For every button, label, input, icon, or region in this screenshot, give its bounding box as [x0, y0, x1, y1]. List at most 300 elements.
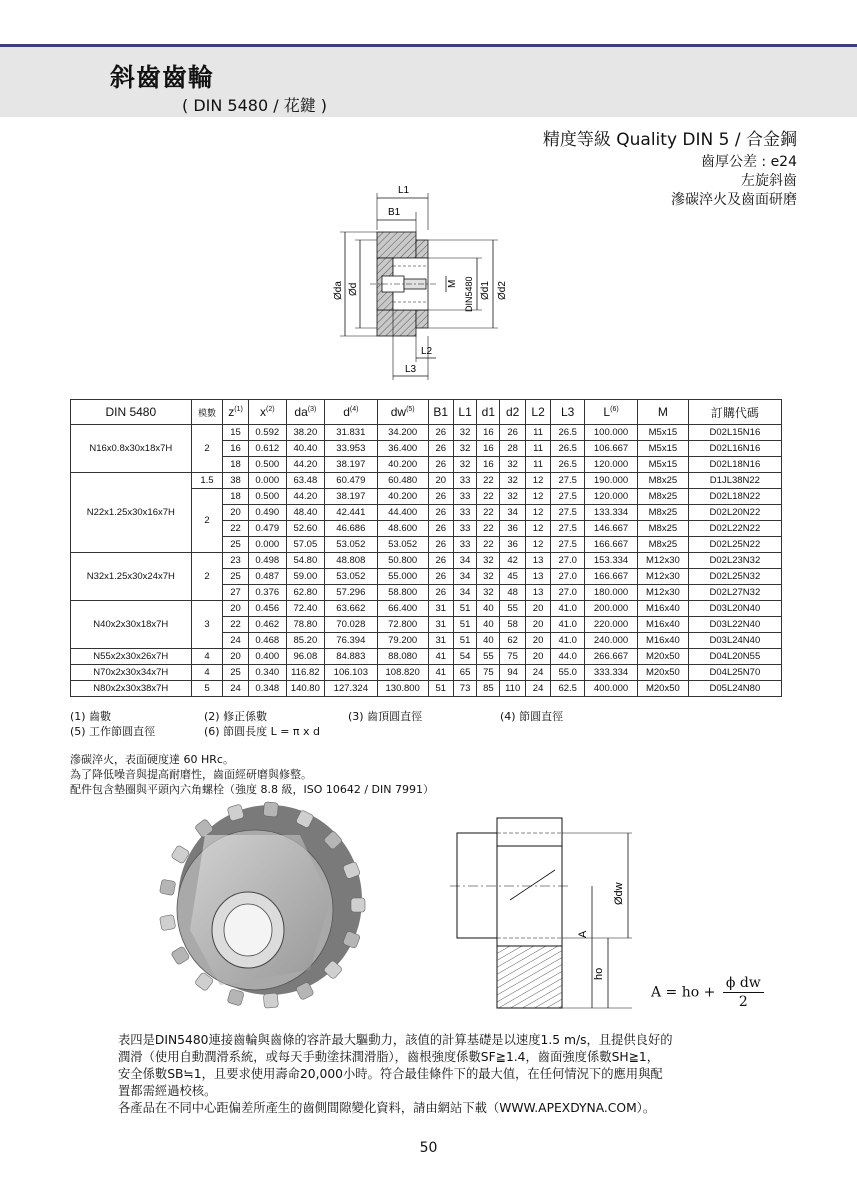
din-cell: N55x2x30x26x7H [71, 649, 192, 665]
table-cell: 27.5 [551, 473, 585, 489]
table-cell: M12x30 [638, 585, 689, 601]
note-6: (6) 節圓長度 L = π x d [204, 725, 321, 738]
table-cell: 12 [525, 537, 550, 553]
note-5: (5) 工作節圓直徑 [70, 725, 156, 738]
table-cell: 46.686 [324, 521, 377, 537]
table-cell: 63.48 [286, 473, 324, 489]
module-cell: 4 [191, 665, 223, 681]
table-cell: 72.800 [377, 617, 428, 633]
table-cell: 51 [453, 633, 476, 649]
treatment-line-2: 為了降低噪音與提高耐磨性，齒面經研磨與修整。 [70, 768, 312, 781]
table-cell: 55 [500, 601, 525, 617]
table-cell: 25 [223, 537, 248, 553]
description-paragraph [118, 1032, 748, 1117]
table-cell: 24 [525, 665, 550, 681]
table-cell: 33 [453, 489, 476, 505]
page-number: 50 [419, 1140, 438, 1156]
table-cell: 70.028 [324, 617, 377, 633]
table-cell: 120.000 [585, 457, 638, 473]
treatment-line: 滲碳淬火及齒面研磨 [671, 192, 797, 208]
table-cell: 41.0 [551, 601, 585, 617]
table-cell: 45 [500, 569, 525, 585]
table-cell: 78.80 [286, 617, 324, 633]
din-cell: N16x0.8x30x18x7H [71, 425, 192, 473]
table-cell: 32 [500, 489, 525, 505]
table-cell: 23 [223, 553, 248, 569]
table-cell: 59.00 [286, 569, 324, 585]
table-cell: 20 [525, 649, 550, 665]
table-cell: 38.20 [286, 425, 324, 441]
table-cell: 38.197 [324, 457, 377, 473]
din-cell: N32x1.25x30x24x7H [71, 553, 192, 601]
tolerance-line: 齒厚公差 : e24 [700, 154, 797, 170]
table-cell: D02L18N22 [688, 489, 781, 505]
label-A: A [577, 930, 589, 938]
table-cell: 0.000 [248, 473, 286, 489]
table-cell: 32 [477, 585, 500, 601]
table-cell: D03L22N40 [688, 617, 781, 633]
table-cell: 96.08 [286, 649, 324, 665]
table-cell: 34.200 [377, 425, 428, 441]
table-cell: 33 [453, 505, 476, 521]
formula [651, 975, 764, 1010]
table-cell: 0.487 [248, 569, 286, 585]
table-cell: 116.82 [286, 665, 324, 681]
table-cell: M5x15 [638, 441, 689, 457]
table-cell: 25 [223, 569, 248, 585]
table-cell: D02L23N32 [688, 553, 781, 569]
table-cell: 0.400 [248, 649, 286, 665]
table-cell: 200.000 [585, 601, 638, 617]
table-cell: 13 [525, 553, 550, 569]
table-cell: 27 [223, 585, 248, 601]
table-cell: 48.600 [377, 521, 428, 537]
table-cell: 50.800 [377, 553, 428, 569]
table-cell: 0.500 [248, 457, 286, 473]
label-B1: B1 [388, 207, 401, 218]
table-cell: 36 [500, 537, 525, 553]
table-cell: 26 [428, 505, 453, 521]
table-cell: 44.400 [377, 505, 428, 521]
table-cell: 57.296 [324, 585, 377, 601]
table-header-cell: $d^{(4)}$ [324, 400, 377, 425]
table-header-cell: 模數 [191, 400, 223, 425]
spec-table [70, 399, 782, 697]
table-cell: M8x25 [638, 537, 689, 553]
table-cell: 12 [525, 505, 550, 521]
table-cell: 16 [477, 425, 500, 441]
table-cell: 13 [525, 569, 550, 585]
table-cell: 32 [453, 425, 476, 441]
page-subtitle: ( DIN 5480 / 花鍵 ) [182, 96, 328, 115]
table-cell: D02L16N16 [688, 441, 781, 457]
gear-tooth [263, 802, 278, 817]
table-cell: 20 [223, 649, 248, 665]
table-cell: 60.479 [324, 473, 377, 489]
module-cell: 1.5 [191, 473, 223, 489]
table-cell: 51 [453, 601, 476, 617]
table-cell: D02L18N16 [688, 457, 781, 473]
module-cell: 3 [191, 601, 223, 649]
table-cell: D03L24N40 [688, 633, 781, 649]
table-cell: D04L20N55 [688, 649, 781, 665]
table-cell: 31.831 [324, 425, 377, 441]
table-cell: 0.490 [248, 505, 286, 521]
table-cell: M8x25 [638, 505, 689, 521]
table-cell: 58 [500, 617, 525, 633]
table-cell: M5x15 [638, 457, 689, 473]
table-cell: 11 [525, 425, 550, 441]
table-cell: 53.052 [324, 569, 377, 585]
table-cell: 0.468 [248, 633, 286, 649]
table-cell: 130.800 [377, 681, 428, 697]
label-L2: L2 [421, 346, 433, 357]
table-cell: 32 [453, 457, 476, 473]
table-cell: 31 [428, 633, 453, 649]
table-cell: 180.000 [585, 585, 638, 601]
gear-section-drawing [333, 185, 508, 380]
din-cell: N40x2x30x18x7H [71, 601, 192, 649]
table-cell: 54.80 [286, 553, 324, 569]
table-cell: D03L20N40 [688, 601, 781, 617]
table-cell: 57.05 [286, 537, 324, 553]
table-cell: 146.667 [585, 521, 638, 537]
table-cell: 16 [223, 441, 248, 457]
table-cell: 22 [477, 537, 500, 553]
table-cell: 40.200 [377, 489, 428, 505]
table-cell: M8x25 [638, 473, 689, 489]
table-cell: 41.0 [551, 633, 585, 649]
table-cell: 85.20 [286, 633, 324, 649]
table-cell: 65 [453, 665, 476, 681]
table-cell: 20 [223, 601, 248, 617]
table-cell: 0.498 [248, 553, 286, 569]
label-d2: Ød2 [497, 281, 508, 300]
table-cell: 62.80 [286, 585, 324, 601]
table-cell: D04L25N70 [688, 665, 781, 681]
table-cell: 62 [500, 633, 525, 649]
label-da: Øda [333, 281, 344, 300]
table-cell: 0.462 [248, 617, 286, 633]
table-cell: 53.052 [324, 537, 377, 553]
table-cell: 58.800 [377, 585, 428, 601]
table-cell: 166.667 [585, 569, 638, 585]
table-cell: 16 [477, 441, 500, 457]
table-cell: D02L27N32 [688, 585, 781, 601]
table-cell: 220.000 [585, 617, 638, 633]
helical-gear-illustration [159, 802, 365, 1008]
table-cell: 16 [477, 457, 500, 473]
table-cell: 85 [477, 681, 500, 697]
table-cell: 79.200 [377, 633, 428, 649]
table-cell: 48.40 [286, 505, 324, 521]
treatment-line-3: 配件包含墊圈與平頭內六角螺栓（強度 8.8 級，ISO 10642 / DIN 7991） [70, 783, 434, 796]
note-1: (1) 齒數 [70, 710, 112, 723]
table-cell: 40.200 [377, 457, 428, 473]
table-cell: 106.667 [585, 441, 638, 457]
table-cell: 62.5 [551, 681, 585, 697]
table-row [71, 601, 782, 617]
table-header-cell: DIN 5480 [71, 400, 192, 425]
table-cell: 32 [477, 553, 500, 569]
table-cell: 54 [453, 649, 476, 665]
table-cell: 40 [477, 617, 500, 633]
table-cell: 72.40 [286, 601, 324, 617]
note-3: (3) 齒頂圓直徑 [348, 710, 423, 723]
table-header-cell: L1 [453, 400, 476, 425]
helix-line: 左旋斜齒 [741, 173, 797, 189]
module-cell: 2 [191, 553, 223, 601]
table-cell: 26.5 [551, 425, 585, 441]
table-cell: 52.60 [286, 521, 324, 537]
table-header-cell: d2 [500, 400, 525, 425]
formula-denominator: 2 [738, 994, 748, 1010]
table-cell: 27.5 [551, 537, 585, 553]
table-cell: 63.662 [324, 601, 377, 617]
table-cell: 75 [477, 665, 500, 681]
table-cell: M8x25 [638, 489, 689, 505]
table-cell: 26 [428, 441, 453, 457]
table-cell: 34 [453, 569, 476, 585]
table-cell: 34 [500, 505, 525, 521]
table-cell: 12 [525, 521, 550, 537]
table-cell: 40 [477, 601, 500, 617]
desc-line-2: 潤滑（使用自動潤滑系統，或每天手動塗抹潤滑脂），齒根強度係數SF≧1.4，齒面強度係數SH≧1， [118, 1050, 660, 1064]
table-cell: D02L25N22 [688, 537, 781, 553]
label-d: Ød [348, 282, 359, 296]
table-cell: 26.5 [551, 441, 585, 457]
desc-line-1: 表四是DIN5480連接齒輪與齒條的容許最大驅動力，該值的計算基礎是以速度1.5 m/s，且提供良好的 [118, 1033, 673, 1047]
table-cell: 25 [223, 665, 248, 681]
table-cell: 48.808 [324, 553, 377, 569]
gear-tooth [227, 989, 244, 1006]
table-cell: 38.197 [324, 489, 377, 505]
treatment-line-1: 滲碳淬火，表面硬度達 60 HRc。 [70, 753, 234, 766]
formula-left: A = ho + [651, 984, 716, 1001]
table-cell: 55 [477, 649, 500, 665]
table-cell: 48 [500, 585, 525, 601]
table-header-cell: $dw^{(5)}$ [377, 400, 428, 425]
table-header-cell: d1 [477, 400, 500, 425]
table-header-cell: B1 [428, 400, 453, 425]
table-cell: 84.883 [324, 649, 377, 665]
table-cell: 51 [428, 681, 453, 697]
desc-line-3: 安全係數SB≒1，且要求使用壽命20,000小時。符合最佳條件下的最大值，在任何情況下的應用與配 [118, 1067, 663, 1081]
table-cell: 27.0 [551, 553, 585, 569]
desc-line-4: 置都需經過校核。 [118, 1084, 217, 1098]
desc-line-5: 各產品在不同中心距偏差所產生的齒側間隙變化資料，請由網站下載（WWW.APEXDYNA.COM）。 [118, 1101, 656, 1115]
table-cell: 24 [525, 681, 550, 697]
table-cell: M12x30 [638, 553, 689, 569]
table-cell: 55.0 [551, 665, 585, 681]
table-cell: 75 [500, 649, 525, 665]
table-cell: 22 [477, 521, 500, 537]
table-cell: 0.348 [248, 681, 286, 697]
table-cell: 22 [223, 617, 248, 633]
table-cell: 18 [223, 489, 248, 505]
table-header-cell: $L^{(6)}$ [585, 400, 638, 425]
table-row [71, 665, 782, 681]
table-cell: 24 [223, 633, 248, 649]
table-cell: 190.000 [585, 473, 638, 489]
table-cell: M8x25 [638, 521, 689, 537]
table-cell: 32 [500, 457, 525, 473]
table-header-cell: $da^{(3)}$ [286, 400, 324, 425]
table-cell: M20x50 [638, 649, 689, 665]
table-cell: 266.667 [585, 649, 638, 665]
table-cell: 0.612 [248, 441, 286, 457]
table-cell: 27.0 [551, 569, 585, 585]
table-cell: 73 [453, 681, 476, 697]
table-cell: 108.820 [377, 665, 428, 681]
table-cell: 44.0 [551, 649, 585, 665]
table-header-cell: M [638, 400, 689, 425]
table-cell: 27.5 [551, 505, 585, 521]
table-header-cell: $z^{(1)}$ [223, 400, 248, 425]
label-ho: ho [593, 967, 605, 980]
treatment-notes [70, 752, 434, 797]
quality-line: 精度等級 Quality DIN 5 / 合金鋼 [542, 130, 797, 150]
page-title: 斜齒齒輪 [110, 63, 215, 92]
table-cell: 94 [500, 665, 525, 681]
table-cell: 36 [500, 521, 525, 537]
table-cell: 240.000 [585, 633, 638, 649]
table-cell: 32 [500, 473, 525, 489]
table-cell: 0.479 [248, 521, 286, 537]
table-cell: 26 [428, 489, 453, 505]
table-cell: 41 [428, 649, 453, 665]
table-cell: 127.324 [324, 681, 377, 697]
gear-tooth [159, 879, 175, 895]
table-header-row [71, 400, 782, 425]
table-cell: 13 [525, 585, 550, 601]
table-cell: 26 [428, 521, 453, 537]
table-cell: M16x40 [638, 617, 689, 633]
din-cell: N80x2x30x38x7H [71, 681, 192, 697]
table-cell: 26 [500, 425, 525, 441]
table-cell: 22 [477, 473, 500, 489]
table-cell: 26 [428, 425, 453, 441]
table-row [71, 649, 782, 665]
table-cell: 140.80 [286, 681, 324, 697]
module-cell: 5 [191, 681, 223, 697]
table-cell: 20 [525, 601, 550, 617]
table-cell: 28 [500, 441, 525, 457]
formula-numerator: ϕ dw [723, 975, 764, 993]
table-cell: 106.103 [324, 665, 377, 681]
table-cell: 33 [453, 537, 476, 553]
gear-tooth [159, 914, 175, 930]
table-cell: 27.0 [551, 585, 585, 601]
table-row [71, 553, 782, 569]
table-cell: 400.000 [585, 681, 638, 697]
table-cell: 0.376 [248, 585, 286, 601]
table-cell: 0.340 [248, 665, 286, 681]
note-2: (2) 修正係數 [204, 710, 268, 723]
label-M: M [447, 279, 458, 288]
table-cell: 27.5 [551, 489, 585, 505]
table-cell: 20 [223, 505, 248, 521]
gear-tooth [263, 993, 278, 1008]
table-cell: 26.5 [551, 457, 585, 473]
table-cell: 20 [428, 473, 453, 489]
table-header-cell: L3 [551, 400, 585, 425]
table-cell: 333.334 [585, 665, 638, 681]
table-header-cell: L2 [525, 400, 550, 425]
table-cell: 66.400 [377, 601, 428, 617]
table-row [71, 425, 782, 441]
table-cell: 40.40 [286, 441, 324, 457]
table-cell: 12 [525, 489, 550, 505]
table-cell: 0.456 [248, 601, 286, 617]
table-cell: 11 [525, 457, 550, 473]
table-cell: 22 [477, 489, 500, 505]
table-cell: 26 [428, 585, 453, 601]
table-cell: 15 [223, 425, 248, 441]
table-cell: 33 [453, 521, 476, 537]
table-cell: 26 [428, 553, 453, 569]
table-cell: 26 [428, 569, 453, 585]
table-cell: 0.592 [248, 425, 286, 441]
table-cell: 110 [500, 681, 525, 697]
table-cell: 27.5 [551, 521, 585, 537]
table-row [71, 681, 782, 697]
table-cell: M20x50 [638, 665, 689, 681]
table-cell: 51 [453, 617, 476, 633]
table-cell: 41 [428, 665, 453, 681]
module-cell: 2 [191, 425, 223, 473]
table-cell: 55.000 [377, 569, 428, 585]
table-cell: 0.500 [248, 489, 286, 505]
table-header-cell: 訂購代碼 [688, 400, 781, 425]
table-cell: 0.000 [248, 537, 286, 553]
table-cell: 60.480 [377, 473, 428, 489]
table-cell: 76.394 [324, 633, 377, 649]
rack-section-drawing [450, 818, 632, 1008]
label-din5480: DIN5480 [464, 276, 474, 312]
module-cell: 4 [191, 649, 223, 665]
gear-tooth [351, 898, 365, 912]
label-dw: Ødw [613, 882, 625, 905]
table-cell: 26 [428, 537, 453, 553]
table-cell: 12 [525, 473, 550, 489]
table-cell: 26 [428, 457, 453, 473]
table-cell: D02L15N16 [688, 425, 781, 441]
table-cell: M12x30 [638, 569, 689, 585]
table-cell: 133.334 [585, 505, 638, 521]
module-cell: 2 [191, 489, 223, 553]
table-cell: 42.441 [324, 505, 377, 521]
table-cell: 41.0 [551, 617, 585, 633]
table-cell: 53.052 [377, 537, 428, 553]
table-row [71, 473, 782, 489]
table-cell: D1JL38N22 [688, 473, 781, 489]
table-cell: 120.000 [585, 489, 638, 505]
din-cell: N70x2x30x34x7H [71, 665, 192, 681]
table-cell: M5x15 [638, 425, 689, 441]
label-L1: L1 [398, 185, 410, 196]
table-cell: 100.000 [585, 425, 638, 441]
table-cell: D02L20N22 [688, 505, 781, 521]
table-cell: 88.080 [377, 649, 428, 665]
table-cell: 11 [525, 441, 550, 457]
table-cell: D02L22N22 [688, 521, 781, 537]
table-cell: 31 [428, 601, 453, 617]
table-cell: 32 [477, 569, 500, 585]
table-cell: 42 [500, 553, 525, 569]
table-cell: 36.400 [377, 441, 428, 457]
table-cell: 32 [453, 441, 476, 457]
